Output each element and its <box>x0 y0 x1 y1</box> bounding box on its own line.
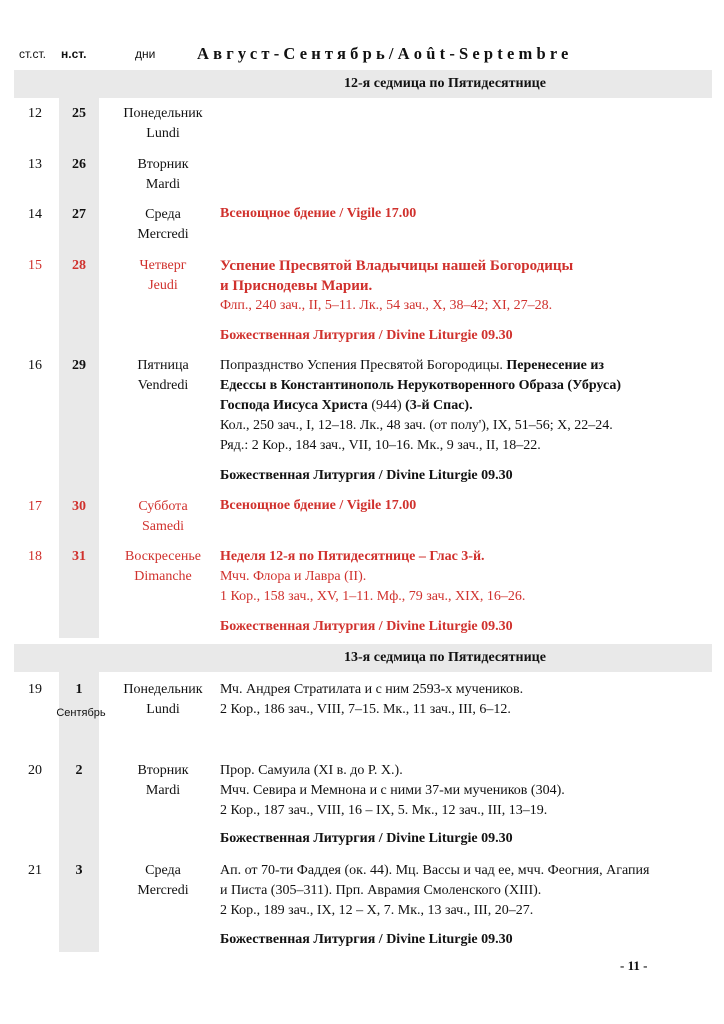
old-style-header: ст.ст. <box>19 47 46 61</box>
day-text <box>220 861 706 921</box>
old-date: 18 <box>28 549 42 564</box>
new-date: 26 <box>72 157 86 172</box>
commemoration-bold: Перенесение из <box>506 358 605 373</box>
day-text <box>220 256 706 316</box>
new-date: 29 <box>72 358 86 373</box>
new-date: 28 <box>72 258 86 273</box>
day-name-ru: Среда <box>145 863 181 878</box>
page-header <box>0 44 724 64</box>
feast-title: Успение Пресвятой Владычицы нашей Богородицы <box>220 258 574 274</box>
readings: 1 Кор., 158 зач., XV, 1–11. Мф., 79 зач., XIX, 16–26. <box>220 589 526 604</box>
commemoration-line <box>220 356 706 376</box>
old-date: 15 <box>28 258 42 273</box>
old-date: 21 <box>28 863 42 878</box>
readings: 2 Кор., 189 зач., IX, 12 – X, 7. Мк., 13 зач., III, 20–27. <box>220 903 534 918</box>
day-name-fr: Mercredi <box>137 227 189 242</box>
week-banner-13 <box>14 644 712 672</box>
day-text <box>220 547 706 607</box>
old-date: 16 <box>28 358 42 373</box>
vigil-notice: Всенощное бдение / Vigile 17.00 <box>220 206 417 221</box>
old-date: 20 <box>28 763 42 778</box>
readings: Флп., 240 зач., II, 5–11. Лк., 54 зач., X, 38–42; XI, 27–28. <box>220 298 553 313</box>
page-title: Август-Сентябрь/Août-Septembre <box>197 44 573 63</box>
sunday-title: Неделя 12-я по Пятидесятнице – Глас 3-й. <box>220 549 485 564</box>
day-name-ru: Вторник <box>137 763 189 778</box>
old-date: 17 <box>28 499 42 514</box>
days-header: дни <box>135 47 156 61</box>
old-date: 14 <box>28 207 42 222</box>
commemoration-line: Мчч. Севира и Мемнона и с ними 37-ми мучеников (304). <box>220 783 565 798</box>
page-number: - 11 - <box>620 958 648 973</box>
day-name <box>104 155 222 195</box>
commemoration: Попразднство Успения Пресвятой Богородицы. <box>220 358 507 373</box>
month-label: Сентябрь <box>56 707 106 719</box>
day-name <box>104 104 222 144</box>
readings: Кол., 250 зач., I, 12–18. Лк., 48 зач. (от полу'), IX, 51–56; X, 22–24. <box>220 418 613 433</box>
day-name-ru: Понедельник <box>123 682 203 697</box>
new-date: 3 <box>75 863 83 878</box>
day-name-ru: Понедельник <box>123 106 203 121</box>
week-banner-12 <box>14 70 712 98</box>
day-name-fr: Lundi <box>146 702 180 717</box>
day-name-fr: Vendredi <box>137 378 189 393</box>
day-name-fr: Jeudi <box>148 278 178 293</box>
day-name-fr: Samedi <box>142 519 184 534</box>
week-title: 12-я седмица по Пятидесятнице <box>344 76 546 91</box>
commemoration-line: Мчч. Флора и Лавра (II). <box>220 569 367 584</box>
day-name-fr: Mardi <box>145 177 181 192</box>
day-name <box>104 861 222 901</box>
day-name-ru: Пятница <box>137 358 189 373</box>
day-name-fr: Lundi <box>146 126 180 141</box>
readings: 2 Кор., 186 зач., VIII, 7–15. Мк., 11 зач., III, 6–12. <box>220 702 511 717</box>
old-date: 19 <box>28 682 42 697</box>
commemoration-line: Мч. Андрея Стратилата и с ним 2593-х мучеников. <box>220 682 524 697</box>
day-name-ru: Суббота <box>138 499 188 514</box>
new-date: 25 <box>72 106 86 121</box>
new-style-header: н.ст. <box>61 47 87 61</box>
day-name <box>104 547 222 587</box>
day-name <box>104 761 222 801</box>
liturgy-notice: Божественная Литургия / Divine Liturgie 09.30 <box>220 831 513 846</box>
week-title: 13-я седмица по Пятидесятнице <box>344 650 546 665</box>
new-date: 1 <box>75 682 83 697</box>
liturgy-notice: Божественная Литургия / Divine Liturgie 09.30 <box>220 328 513 343</box>
commemoration: (944) <box>367 398 406 413</box>
day-name <box>104 356 222 396</box>
day-name <box>104 256 222 296</box>
day-text <box>220 761 706 821</box>
readings: 2 Кор., 187 зач., VIII, 16 – IX, 5. Мк., 12 зач., III, 13–19. <box>220 803 548 818</box>
readings: Ряд.: 2 Кор., 184 зач., VII, 10–16. Мк., 9 зач., II, 18–22. <box>220 438 541 453</box>
liturgy-notice: Божественная Литургия / Divine Liturgie 09.30 <box>220 619 513 634</box>
commemoration-line: Прор. Самуила (XI в. до Р. Х.). <box>220 763 403 778</box>
old-date: 12 <box>28 106 42 121</box>
day-name-ru: Вторник <box>137 157 189 172</box>
old-date: 13 <box>28 157 42 172</box>
commemoration-line: Ап. от 70-ти Фаддея (ок. 44). Мц. Вассы и чад ее, мчч. Феогния, Агапия <box>220 863 650 878</box>
day-name <box>104 680 222 720</box>
day-name-ru: Четверг <box>139 258 187 273</box>
day-name-fr: Dimanche <box>134 569 192 584</box>
new-date: 30 <box>72 499 86 514</box>
commemoration-line: Едессы в Константинополь Нерукотворенного Образа (Убруса) <box>220 378 622 393</box>
feast-title: и Приснодевы Марии. <box>220 278 373 294</box>
commemoration-bold: (3-й Спас). <box>405 398 473 413</box>
day-text <box>220 680 706 720</box>
day-text <box>220 356 706 456</box>
day-name <box>104 497 222 537</box>
day-name-fr: Mercredi <box>137 883 189 898</box>
new-date: 31 <box>72 549 86 564</box>
day-name-fr: Mardi <box>145 783 181 798</box>
commemoration-line: и Писта (305–311). Прп. Аврамия Смоленского (XIII). <box>220 883 542 898</box>
day-name <box>104 205 222 245</box>
liturgy-notice: Божественная Литургия / Divine Liturgie 09.30 <box>220 932 513 947</box>
new-date: 2 <box>75 763 83 778</box>
liturgy-notice: Божественная Литургия / Divine Liturgie 09.30 <box>220 468 513 483</box>
day-name-ru: Среда <box>145 207 181 222</box>
commemoration-line <box>220 396 706 416</box>
commemoration-bold: Господа Иисуса Христа <box>220 398 368 413</box>
new-date: 27 <box>72 207 86 222</box>
day-name-ru: Воскресенье <box>125 549 201 564</box>
vigil-notice: Всенощное бдение / Vigile 17.00 <box>220 498 417 513</box>
